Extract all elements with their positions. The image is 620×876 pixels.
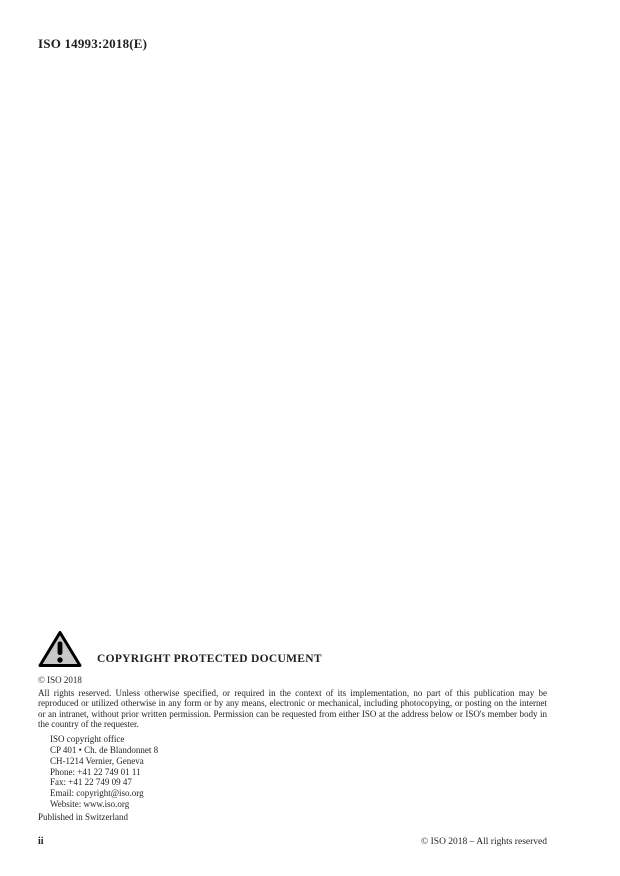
address-line-fax: Fax: +41 22 749 09 47 [50,777,132,788]
copyright-section [38,630,547,822]
page-number: ii [38,836,44,847]
warning-triangle-icon [38,630,82,668]
address-line: CP 401 • Ch. de Blandonnet 8 [50,744,159,755]
published-in-line: Published in Switzerland [38,811,128,822]
page-footer [38,836,547,847]
address-line: ISO copyright office [50,734,125,745]
iso-address-block [50,734,547,810]
footer-copyright-notice: © ISO 2018 – All rights reserved [421,837,547,847]
copyright-title-row [38,630,547,668]
address-line-email: Email: copyright@iso.org [50,788,144,799]
document-id-header: ISO 14993:2018(E) [38,36,148,51]
copyright-notice-paragraph: All rights reserved. Unless otherwise specified, or required in the context of its implementation, no part of this publication may be reproduced or utilized otherwise in any form or by any means, electronic or mechanical, including photocopying, or posting on the internet or an intranet, without prior written permission. Permission can be requested from either ISO at the address below or ISO's member body in the country of the requester. [38,688,547,729]
address-line: CH-1214 Vernier, Geneva [50,755,144,766]
copyright-protected-title: COPYRIGHT PROTECTED DOCUMENT [97,653,322,665]
address-line-phone: Phone: +41 22 749 01 11 [50,766,141,777]
copyright-year: © ISO 2018 [38,675,82,685]
address-line-website: Website: www.iso.org [50,798,130,809]
